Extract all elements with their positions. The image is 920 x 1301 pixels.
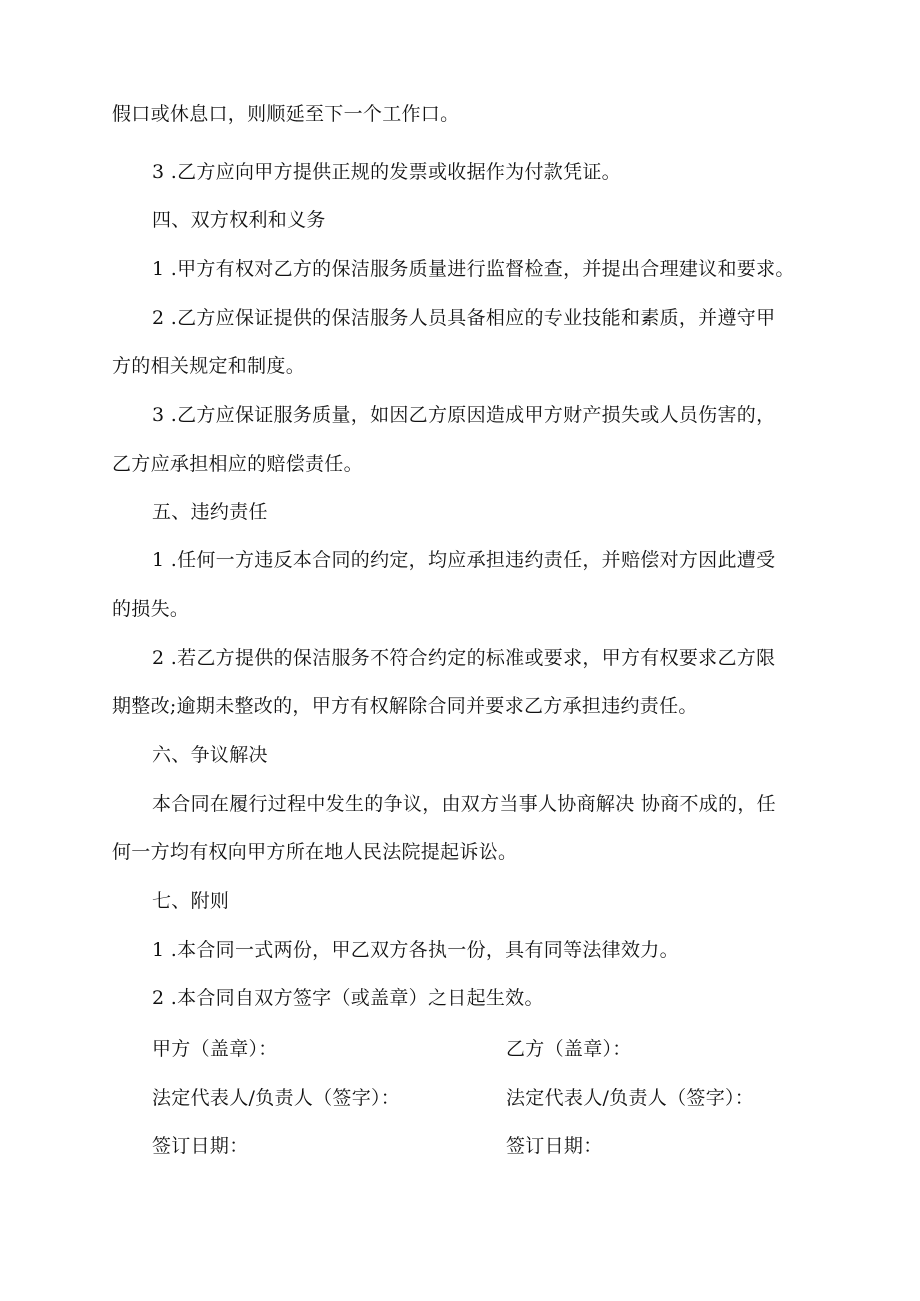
paragraph-line: 2 .若乙方提供的保洁服务不符合约定的标准或要求，甲方有权要求乙方限 [152, 647, 776, 669]
paragraph-line: 的损失。 [112, 598, 190, 620]
paragraph-line: 方的相关规定和制度。 [112, 355, 306, 377]
party-b-seal-label: 乙方（盖章）： [506, 1038, 632, 1060]
section-heading-rights-obligations: 四、双方权利和义务 [152, 209, 326, 231]
paragraph-line: 3 .乙方应向甲方提供正规的发票或收据作为付款凭证。 [152, 161, 621, 183]
paragraph-line: 2 .乙方应保证提供的保洁服务人员具备相应的专业技能和素质，并遵守甲 [152, 307, 776, 329]
paragraph-line: 2 .本合同自双方签字（或盖章）之日起生效。 [152, 987, 544, 1009]
party-a-date-label: 签订日期： [152, 1135, 249, 1157]
section-heading-breach: 五、违约责任 [152, 501, 268, 523]
party-a-representative-label: 法定代表人/负责人（签字）： [152, 1087, 401, 1109]
paragraph-line: 1 .甲方有权对乙方的保洁服务质量进行监督检查，并提出合理建议和要求。 [152, 258, 795, 280]
paragraph-line: 1 .任何一方违反本合同的约定，均应承担违约责任，并赔偿对方因此遭受 [152, 549, 776, 571]
paragraph-line: 1 .本合同一式两份，甲乙双方各执一份，具有同等法律效力。 [152, 939, 679, 961]
section-heading-supplementary: 七、附则 [152, 890, 230, 912]
paragraph-line: 假口或休息口，则顺延至下一个工作口。 [112, 103, 460, 125]
paragraph-line: 何一方均有权向甲方所在地人民法院提起诉讼。 [112, 841, 518, 863]
paragraph-line: 期整改;逾期未整改的，甲方有权解除合同并要求乙方承担违约责任。 [112, 695, 698, 717]
party-a-seal-label: 甲方（盖章）： [152, 1038, 278, 1060]
paragraph-line: 3 .乙方应保证服务质量，如因乙方原因造成甲方财产损失或人员伤害的， [152, 404, 776, 426]
party-b-representative-label: 法定代表人/负责人（签字）： [506, 1087, 755, 1109]
paragraph-line: 本合同在履行过程中发生的争议，由双方当事人协商解决 协商不成的，任 [152, 793, 776, 815]
section-heading-dispute: 六、争议解决 [152, 744, 268, 766]
party-b-date-label: 签订日期： [506, 1135, 603, 1157]
paragraph-line: 乙方应承担相应的赔偿责任。 [112, 453, 363, 475]
